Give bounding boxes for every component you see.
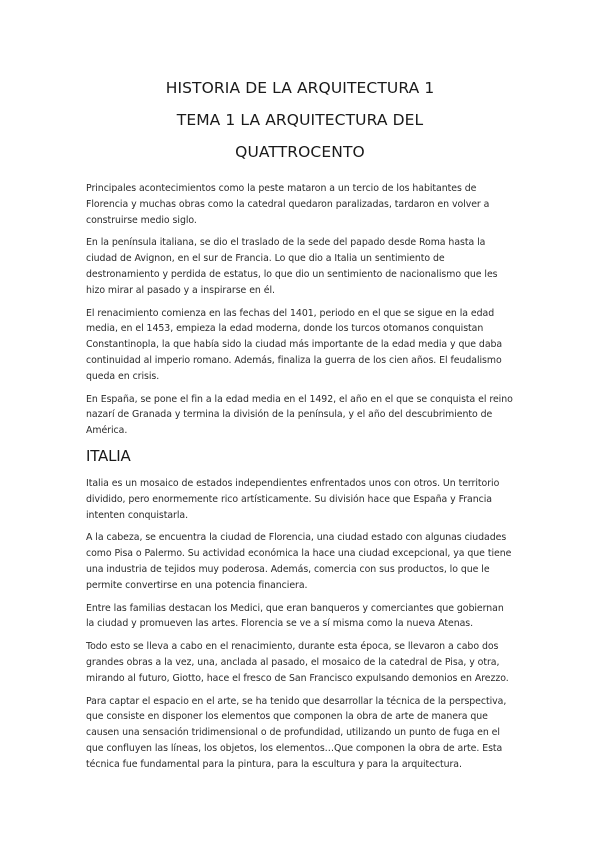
title-line-1: HISTORIA DE LA ARQUITECTURA 1 — [165, 79, 435, 97]
title-line-3: QUATTROCENTO — [235, 143, 365, 161]
paragraph-intro-3: El renacimiento comienza en las fechas del 1401, periodo en el que se sigue en la edad media, en el 1453, empieza la edad moderna, donde los turcos otomanos conquistan Constantinopla, la que había sido la ciudad más importante de la edad media y que daba continuidad al imperio romano. Además, finaliza la guerra de los cien años. El feudalismo queda en crisis. — [86, 307, 503, 382]
paragraph-intro-4: En España, se pone el fin a la edad media en el 1492, el año en el que se conquista el reino nazarí de Granada y termina la división de la península, y el año del descubrimiento de América. — [86, 393, 513, 437]
paragraph-italia-4: Todo esto se lleva a cabo en el renacimiento, durante esta época, se llevaron a cabo dos grandes obras a la vez, una, anclada al pasado, el mosaico de la catedral de Pisa, y otra, mirando al futuro, Giotto, hace el fresco de San Francisco expulsando demonios en Arezzo. — [86, 641, 509, 684]
title-line-2: TEMA 1 LA ARQUITECTURA DEL — [176, 111, 424, 129]
section-heading-italia: ITALIA — [86, 446, 131, 465]
paragraph-italia-5: Para captar el espacio en el arte, se ha tenido que desarrollar la técnica de la perspectiva, que consiste en disponer los elementos que componen la obra de arte de manera que causen una sensación tridimensional o de profundidad, utilizando un punto de fuga en el que confluyen las líneas, los objetos, los elementos…Que componen la obra de arte. Esta técnica fue fundamental para la pintura, para la escultura y para la arquitectura. — [86, 695, 507, 770]
document-body — [86, 181, 514, 780]
paragraph-intro-1: Principales acontecimientos como la peste mataron a un tercio de los habitantes de Florencia y muchas obras como la catedral quedaron paralizadas, tardaron en volver a construirse medio siglo. — [86, 183, 490, 226]
paragraph-italia-2: A la cabeza, se encuentra la ciudad de Florencia, una ciudad estado con algunas ciudades como Pisa o Palermo. Su actividad económica la hace una ciudad excepcional, ya que tiene una industria de tejidos muy poderosa. Además, comercia con sus productos, lo que le permite convertirse en una potencia financiera. — [86, 532, 512, 591]
paragraph-italia-3: Entre las familias destacan los Medici, que eran banqueros y comerciantes que gobiernan la ciudad y promueven las artes. Florencia se ve a sí misma como la nueva Atenas. — [86, 602, 504, 630]
paragraph-italia-1: Italia es un mosaico de estados independientes enfrentados unos con otros. Un territorio dividido, pero enormemente rico artísticamente. Su división hace que España y Francia intenten conquistarla. — [86, 477, 500, 521]
document-title — [0, 72, 600, 168]
paragraph-intro-2: En la península italiana, se dio el traslado de la sede del papado desde Roma hasta la ciudad de Avignon, en el sur de Francia. Lo que dio a Italia un sentimiento de destronamiento y perdida de estatus, lo que dio un sentimiento de nacionalismo que les hizo mirar al pasado y a inspirarse en él. — [86, 237, 498, 296]
